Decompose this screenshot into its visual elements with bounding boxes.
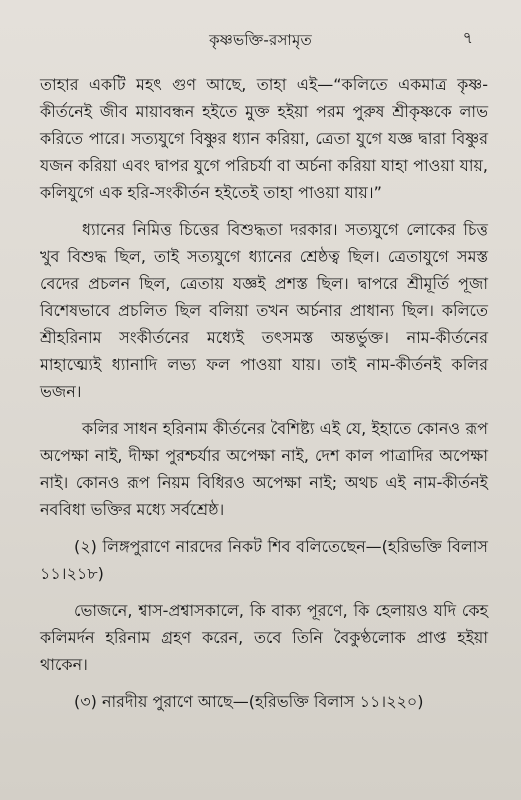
paragraph-meditation: ধ্যানের নিমিত্ত চিত্তের বিশুদ্ধতা দরকার। সত্যযুগে লোকের চিত্ত খুব বিশুদ্ধ ছিল, তাই সত্যযুগে ধ্যানের শ্রেষ্ঠত্ব ছিল। ত্রেতাযুগে সমস্ত বেদের প্রচলন ছিল, ত্রেতায় যজ্ঞই প্রশস্ত ছিল। দ্বাপরে শ্রীমূর্তি পূজা বিশেষভাবে প্রচলিত ছিল বলিয়া তখন অর্চনার প্রাধান্য ছিল। কলিতে শ্রীহরিনাম সংকীর্তনের মধ্যেই তৎসমস্ত অন্তর্ভুক্ত। নাম-কীর্তনের মাহাত্ম্যেই ধ্যানাদি লভ্য ফল পাওয়া যায়। তাই নাম-কীর্তনই কলির ভজন। xyxy=(40,220,488,401)
paragraph-linga-purana-ref: (২) লিঙ্গপুরাণে নারদের নিকট শিব বলিতেছেন—(হরিভক্তি বিলাস ১১।২১৮) xyxy=(40,537,488,583)
paragraph-naradiya-purana-ref: (৩) নারদীয় পুরাণে আছে—(হরিভক্তি বিলাস ১১।২২০) xyxy=(74,692,424,711)
paragraph-harinam-feature: কলির সাধন হরিনাম কীর্তনের বৈশিষ্ট্য এই যে, ইহাতে কোনও রূপ অপেক্ষা নাই, দীক্ষা পুরশ্চর্যার অপেক্ষা নাই, দেশ কাল পাত্রাদির অপেক্ষা নাই। কোনও রূপ নিয়ম বিধিরও অপেক্ষা নাই; অথচ এই নাম-কীর্তনই নববিধা ভক্তির মধ্যে সর্বশ্রেষ্ঠ। xyxy=(40,419,488,519)
page-body-text xyxy=(40,71,488,715)
running-header-title: কৃষ্ণভক্তি-রসামৃত xyxy=(209,31,312,49)
paragraph-continuation: তাহার একটি মহৎ গুণ আছে, তাহা এই—“কলিতে একমাত্র কৃষ্ণ-কীর্তনেই জীব মায়াবন্ধন হইতে মুক্ত হইয়া পরম পুরুষ শ্রীকৃষ্ণকে লাভ করিতে পারে। সত্যযুগে বিষ্ণুর ধ্যান করিয়া, ত্রেতা যুগে যজ্ঞ দ্বারা বিষ্ণুর যজন করিয়া এবং দ্বাপর যুগে পরিচর্যা বা অর্চনা করিয়া যাহা পাওয়া যায়, কলিযুগে এক হরি-সংকীর্তন হইতেই তাহা পাওয়া যায়।” xyxy=(40,75,488,202)
page-number: ৭ xyxy=(462,28,473,47)
paragraph-bhojane: ভোজনে, শ্বাস-প্রশ্বাসকালে, কি বাক্য পূরণে, কি হেলায়ও যদি কেহ কলিমর্দন হরিনাম গ্রহণ করেন, তবে তিনি বৈকুণ্ঠলোক প্রাপ্ত হইয়া থাকেন। xyxy=(40,601,488,674)
